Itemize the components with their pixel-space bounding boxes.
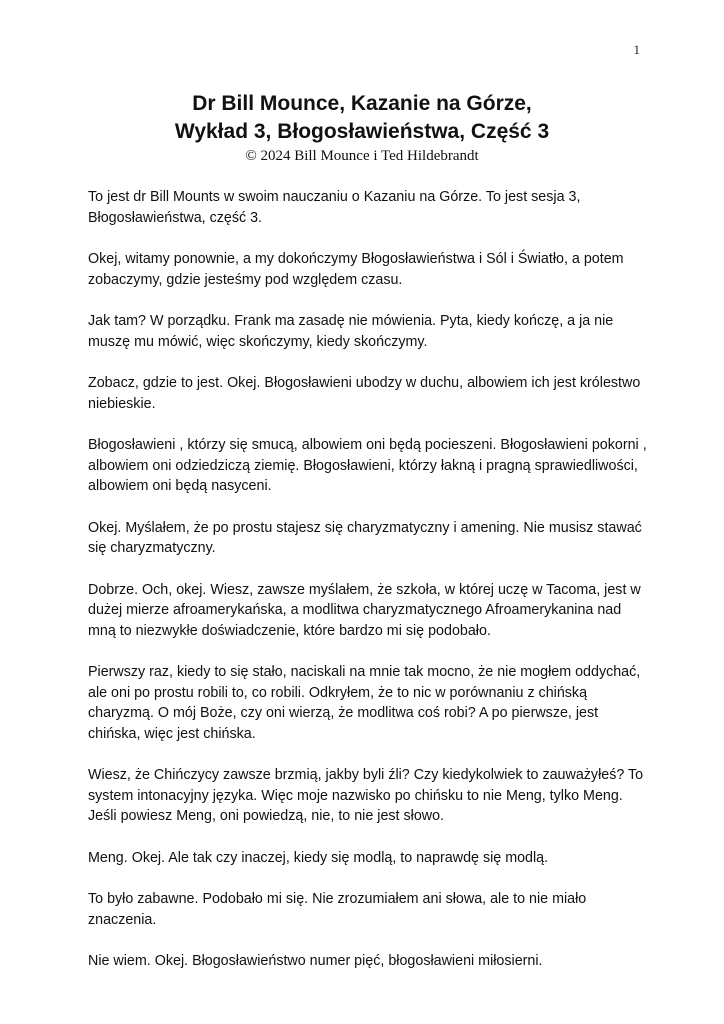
page-number: 1 [633,42,640,57]
paragraph: Okej. Myślałem, że po prostu stajesz się charyzmatyczny i amening. Nie musisz stawać się charyzmatyczny. [88,519,642,556]
paragraph: Pierwszy raz, kiedy to się stało, naciskali na mnie tak mocno, że nie mogłem oddychać, ale oni po prostu robili to, co robili. Odkryłem, że to nic w porównaniu z chińską charyzmą. O mój Boże, czy oni wierzą, że modlitwa coś robi? A po pierwsze, jest chińska, więc jest chińska. [88,664,641,742]
copyright-line: © 2024 Bill Mounce i Ted Hildebrandt [245,148,479,164]
paragraph: Dobrze. Och, okej. Wiesz, zawsze myślałem, że szkoła, w której uczę w Tacoma, jest w dużej mierze afroamerykańska, a modlitwa charyzmatycznego Afroamerykanina nad mną to niezwykłe doświadczenie, które bardzo mi się podobało. [88,581,641,639]
paragraph: To było zabawne. Podobało mi się. Nie zrozumiałem ani słowa, ale to nie miało znaczenia. [88,891,587,928]
paragraph: Wiesz, że Chińczycy zawsze brzmią, jakby byli źli? Czy kiedykolwiek to zauważyłeś? To system intonacyjny języka. Więc moje nazwisko po chińsku to nie Meng, tylko Meng. Jeśli powiesz Meng, oni powiedzą, nie, to nie jest słowo. [88,767,644,824]
title-line-2: Wykład 3, Błogosławieństwa, Część 3 [174,120,550,143]
paragraph: Błogosławieni , którzy się smucą, albowiem oni będą pocieszeni. Błogosławieni pokorni , albowiem oni odziedziczą ziemię. Błogosławieni, którzy łakną i pragną sprawiedliwości, albowiem oni będą nasyceni. [88,437,647,494]
paragraph: Meng. Okej. Ale tak czy inaczej, kiedy się modlą, to naprawdę się modlą. [88,849,549,866]
paragraph: Zobacz, gdzie to jest. Okej. Błogosławieni ubodzy w duchu, albowiem ich jest królestwo niebieskie. [88,375,641,412]
paragraph: To jest dr Bill Mounts w swoim nauczaniu o Kazaniu na Górze. To jest sesja 3, Błogosławieństwa, część 3. [88,189,581,226]
body-text [88,187,648,993]
document-header [0,90,724,166]
paragraph: Nie wiem. Okej. Błogosławieństwo numer pięć, błogosławieni miłosierni. [88,953,543,969]
paragraph: Okej, witamy ponownie, a my dokończymy Błogosławieństwa i Sól i Światło, a potem zobaczymy, gdzie jesteśmy pod względem czasu. [88,251,624,288]
title-line-1: Dr Bill Mounce, Kazanie na Górze, [192,92,532,115]
paragraph: Jak tam? W porządku. Frank ma zasadę nie mówienia. Pyta, kiedy kończę, a ja nie muszę mu mówić, więc skończymy, kiedy skończymy. [88,313,614,350]
